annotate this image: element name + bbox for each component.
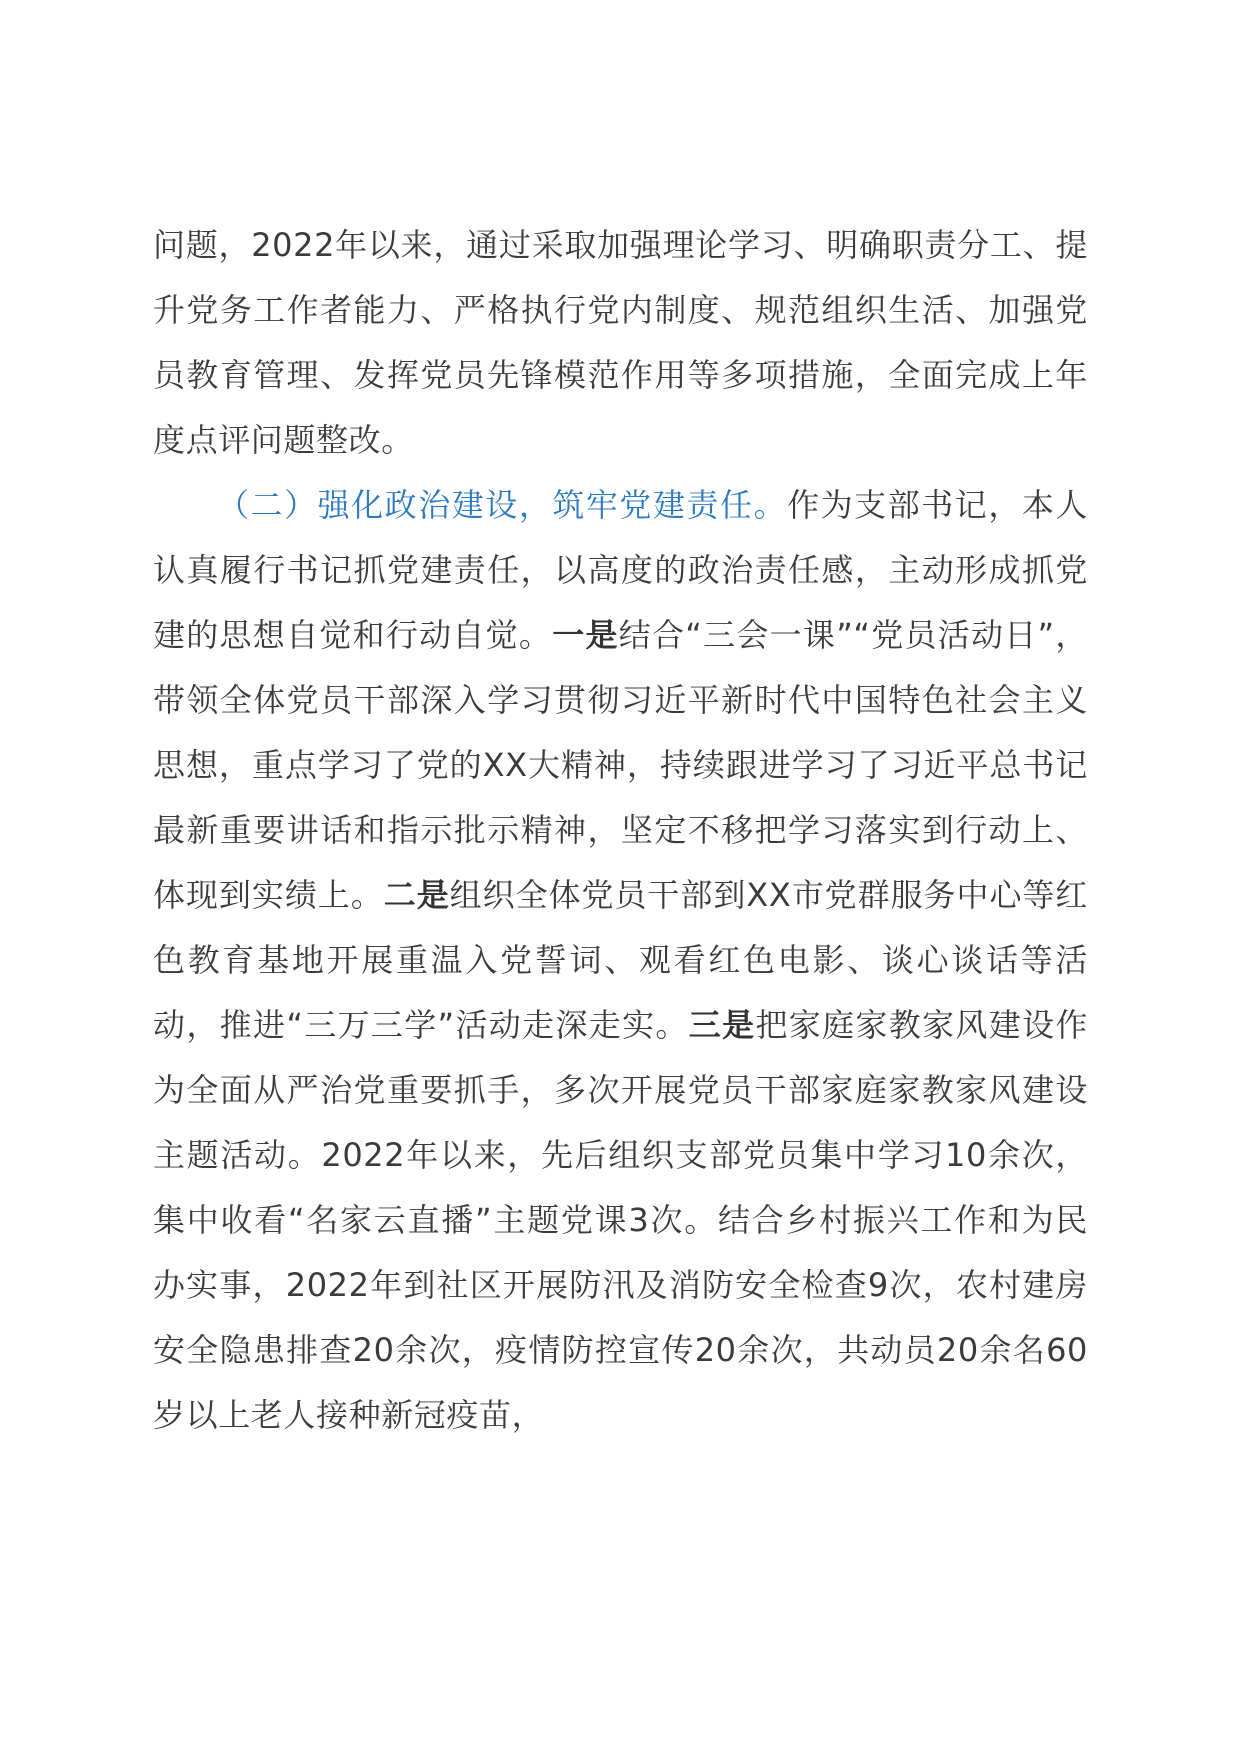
point-text-1: 结合“三会一课”“党员活动日”，带领全体党员干部深入学习贯彻习近平新时代中国特色社会主义思想，重点学习了党的XX大精神，持续跟进学习了习近平总书记最新重要讲话和指示批示精神，坚定不移把学习落实到行动上、体现到实绩上。	[153, 616, 1088, 914]
document-body	[153, 213, 1088, 1448]
point-label-3: 三是	[688, 1006, 756, 1044]
paragraph-section-two	[153, 473, 1088, 1448]
paragraph-continuation	[153, 213, 1088, 473]
point-label-2: 二是	[383, 876, 450, 914]
section-intro: 作为支部书记，本人认真履行书记抓党建责任，以高度的政治责任感，主动形成抓党建的思想自觉和行动自觉。	[153, 486, 1088, 654]
point-text-3: 把家庭家教家风建设作为全面从严治党重要抓手，多次开展党员干部家庭家教家风建设主题活动。2022年以来，先后组织支部党员集中学习10余次，集中收看“名家云直播”主题党课3次。结合乡村振兴工作和为民办实事，2022年到社区开展防汛及消防安全检查9次，农村建房安全隐患排查20余次，疫情防控宣传20余次，共动员20余名60岁以上老人接种新冠疫苗，	[153, 1006, 1089, 1434]
paragraph-1-text: 问题，2022年以来，通过采取加强理论学习、明确职责分工、提升党务工作者能力、严格执行党内制度、规范组织生活、加强党员教育管理、发挥党员先锋模范作用等多项措施，全面完成上年度点评问题整改。	[153, 226, 1088, 459]
section-heading: （二）强化政治建设，筑牢党建责任。	[217, 486, 788, 524]
point-text-2: 组织全体党员干部到XX市党群服务中心等红色教育基地开展重温入党誓词、观看红色电影、谈心谈话等活动，推进“三万三学”活动走深走实。	[153, 876, 1088, 1044]
point-label-1: 一是	[552, 616, 619, 654]
